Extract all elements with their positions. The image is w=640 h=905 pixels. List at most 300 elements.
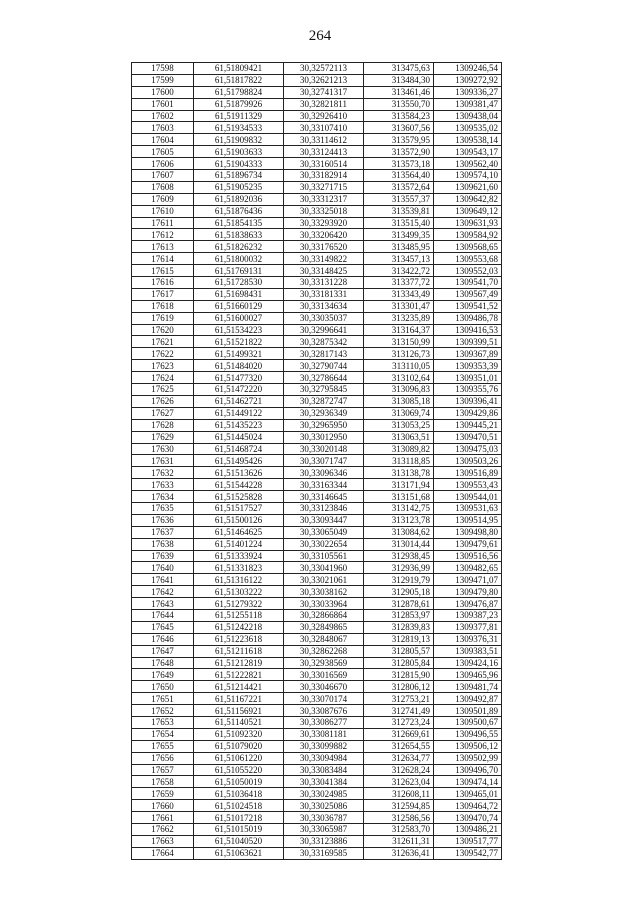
point-number-cell: 17662 <box>132 824 194 836</box>
point-number-cell: 17645 <box>132 621 194 633</box>
longitude-cell: 30,32938569 <box>284 657 364 669</box>
y-coordinate-cell: 1309552,03 <box>434 265 502 277</box>
table-row <box>132 562 502 574</box>
y-coordinate-cell: 1309542,77 <box>434 847 502 859</box>
latitude-cell: 61,51331823 <box>194 562 284 574</box>
point-number-cell: 17626 <box>132 395 194 407</box>
table-row <box>132 621 502 633</box>
longitude-cell: 30,33041384 <box>284 776 364 788</box>
latitude-cell: 61,51896734 <box>194 170 284 182</box>
x-coordinate-cell: 313089,82 <box>364 443 434 455</box>
point-number-cell: 17640 <box>132 562 194 574</box>
point-number-cell: 17660 <box>132 800 194 812</box>
y-coordinate-cell: 1309476,87 <box>434 598 502 610</box>
point-number-cell: 17659 <box>132 788 194 800</box>
latitude-cell: 61,51521822 <box>194 336 284 348</box>
longitude-cell: 30,33105561 <box>284 550 364 562</box>
x-coordinate-cell: 313564,40 <box>364 170 434 182</box>
longitude-cell: 30,32817143 <box>284 348 364 360</box>
x-coordinate-cell: 313422,72 <box>364 265 434 277</box>
longitude-cell: 30,33293920 <box>284 217 364 229</box>
y-coordinate-cell: 1309396,41 <box>434 395 502 407</box>
latitude-cell: 61,51879926 <box>194 98 284 110</box>
latitude-cell: 61,51525828 <box>194 491 284 503</box>
table-row <box>132 455 502 467</box>
latitude-cell: 61,51484020 <box>194 360 284 372</box>
longitude-cell: 30,33065987 <box>284 824 364 836</box>
latitude-cell: 61,51600027 <box>194 312 284 324</box>
y-coordinate-cell: 1309514,95 <box>434 514 502 526</box>
y-coordinate-cell: 1309470,51 <box>434 431 502 443</box>
latitude-cell: 61,51445024 <box>194 431 284 443</box>
point-number-cell: 17614 <box>132 253 194 265</box>
y-coordinate-cell: 1309429,86 <box>434 407 502 419</box>
point-number-cell: 17661 <box>132 812 194 824</box>
y-coordinate-cell: 1309541,52 <box>434 300 502 312</box>
table-row <box>132 598 502 610</box>
longitude-cell: 30,33012950 <box>284 431 364 443</box>
y-coordinate-cell: 1309479,61 <box>434 538 502 550</box>
latitude-cell: 61,51017218 <box>194 812 284 824</box>
table-row <box>132 158 502 170</box>
latitude-cell: 61,51809421 <box>194 63 284 75</box>
longitude-cell: 30,32786644 <box>284 372 364 384</box>
y-coordinate-cell: 1309649,12 <box>434 205 502 217</box>
table-row <box>132 740 502 752</box>
point-number-cell: 17657 <box>132 764 194 776</box>
longitude-cell: 30,33094984 <box>284 752 364 764</box>
x-coordinate-cell: 313110,05 <box>364 360 434 372</box>
table-row <box>132 122 502 134</box>
latitude-cell: 61,51462721 <box>194 395 284 407</box>
table-row <box>132 300 502 312</box>
longitude-cell: 30,33016569 <box>284 669 364 681</box>
x-coordinate-cell: 312636,41 <box>364 847 434 859</box>
latitude-cell: 61,51876436 <box>194 205 284 217</box>
x-coordinate-cell: 313550,70 <box>364 98 434 110</box>
x-coordinate-cell: 313499,35 <box>364 229 434 241</box>
longitude-cell: 30,33070174 <box>284 693 364 705</box>
longitude-cell: 30,33065049 <box>284 526 364 538</box>
latitude-cell: 61,51061220 <box>194 752 284 764</box>
table-row <box>132 324 502 336</box>
x-coordinate-cell: 313171,94 <box>364 479 434 491</box>
table-row <box>132 110 502 122</box>
longitude-cell: 30,33134634 <box>284 300 364 312</box>
x-coordinate-cell: 312583,70 <box>364 824 434 836</box>
latitude-cell: 61,51909832 <box>194 134 284 146</box>
point-number-cell: 17620 <box>132 324 194 336</box>
table-row <box>132 419 502 431</box>
y-coordinate-cell: 1309553,43 <box>434 479 502 491</box>
table-row <box>132 812 502 824</box>
latitude-cell: 61,51255118 <box>194 609 284 621</box>
latitude-cell: 61,51223618 <box>194 633 284 645</box>
x-coordinate-cell: 313126,73 <box>364 348 434 360</box>
x-coordinate-cell: 313485,95 <box>364 241 434 253</box>
y-coordinate-cell: 1309367,89 <box>434 348 502 360</box>
y-coordinate-cell: 1309470,74 <box>434 812 502 824</box>
x-coordinate-cell: 312586,56 <box>364 812 434 824</box>
point-number-cell: 17629 <box>132 431 194 443</box>
latitude-cell: 61,51156921 <box>194 705 284 717</box>
y-coordinate-cell: 1309475,03 <box>434 443 502 455</box>
longitude-cell: 30,33024985 <box>284 788 364 800</box>
table-row <box>132 693 502 705</box>
y-coordinate-cell: 1309424,16 <box>434 657 502 669</box>
y-coordinate-cell: 1309503,26 <box>434 455 502 467</box>
table-row <box>132 716 502 728</box>
longitude-cell: 30,33083484 <box>284 764 364 776</box>
point-number-cell: 17606 <box>132 158 194 170</box>
x-coordinate-cell: 312936,99 <box>364 562 434 574</box>
point-number-cell: 17655 <box>132 740 194 752</box>
x-coordinate-cell: 313573,18 <box>364 158 434 170</box>
coordinates-table <box>131 62 502 860</box>
table-row <box>132 277 502 289</box>
point-number-cell: 17637 <box>132 526 194 538</box>
point-number-cell: 17635 <box>132 502 194 514</box>
latitude-cell: 61,51495426 <box>194 455 284 467</box>
y-coordinate-cell: 1309574,10 <box>434 170 502 182</box>
longitude-cell: 30,33033964 <box>284 598 364 610</box>
table-row <box>132 443 502 455</box>
table-row <box>132 574 502 586</box>
y-coordinate-cell: 1309416,53 <box>434 324 502 336</box>
y-coordinate-cell: 1309486,21 <box>434 824 502 836</box>
longitude-cell: 30,33163344 <box>284 479 364 491</box>
x-coordinate-cell: 312805,84 <box>364 657 434 669</box>
x-coordinate-cell: 313579,95 <box>364 134 434 146</box>
x-coordinate-cell: 313142,75 <box>364 502 434 514</box>
latitude-cell: 61,51468724 <box>194 443 284 455</box>
table-row <box>132 229 502 241</box>
y-coordinate-cell: 1309516,56 <box>434 550 502 562</box>
table-row <box>132 134 502 146</box>
latitude-cell: 61,51472220 <box>194 384 284 396</box>
point-number-cell: 17632 <box>132 467 194 479</box>
x-coordinate-cell: 313235,89 <box>364 312 434 324</box>
x-coordinate-cell: 312815,90 <box>364 669 434 681</box>
point-number-cell: 17639 <box>132 550 194 562</box>
latitude-cell: 61,51050019 <box>194 776 284 788</box>
table-row <box>132 633 502 645</box>
point-number-cell: 17616 <box>132 277 194 289</box>
x-coordinate-cell: 312611,31 <box>364 835 434 847</box>
point-number-cell: 17598 <box>132 63 194 75</box>
point-number-cell: 17654 <box>132 728 194 740</box>
latitude-cell: 61,51660129 <box>194 300 284 312</box>
longitude-cell: 30,32866864 <box>284 609 364 621</box>
table-row <box>132 491 502 503</box>
x-coordinate-cell: 312805,57 <box>364 645 434 657</box>
longitude-cell: 30,33325018 <box>284 205 364 217</box>
x-coordinate-cell: 313607,56 <box>364 122 434 134</box>
latitude-cell: 61,51934533 <box>194 122 284 134</box>
x-coordinate-cell: 313539,81 <box>364 205 434 217</box>
latitude-cell: 61,51242218 <box>194 621 284 633</box>
longitude-cell: 30,32741317 <box>284 86 364 98</box>
longitude-cell: 30,33124413 <box>284 146 364 158</box>
point-number-cell: 17611 <box>132 217 194 229</box>
longitude-cell: 30,32965950 <box>284 419 364 431</box>
y-coordinate-cell: 1309502,99 <box>434 752 502 764</box>
y-coordinate-cell: 1309553,68 <box>434 253 502 265</box>
y-coordinate-cell: 1309383,51 <box>434 645 502 657</box>
longitude-cell: 30,33071747 <box>284 455 364 467</box>
longitude-cell: 30,32862268 <box>284 645 364 657</box>
x-coordinate-cell: 313343,49 <box>364 288 434 300</box>
latitude-cell: 61,51464625 <box>194 526 284 538</box>
point-number-cell: 17622 <box>132 348 194 360</box>
table-row <box>132 205 502 217</box>
longitude-cell: 30,33123886 <box>284 835 364 847</box>
table-row <box>132 63 502 75</box>
y-coordinate-cell: 1309544,01 <box>434 491 502 503</box>
longitude-cell: 30,33081181 <box>284 728 364 740</box>
x-coordinate-cell: 312806,12 <box>364 681 434 693</box>
table-row <box>132 526 502 538</box>
y-coordinate-cell: 1309538,14 <box>434 134 502 146</box>
latitude-cell: 61,51798824 <box>194 86 284 98</box>
x-coordinate-cell: 312853,97 <box>364 609 434 621</box>
x-coordinate-cell: 313457,13 <box>364 253 434 265</box>
latitude-cell: 61,51517527 <box>194 502 284 514</box>
point-number-cell: 17643 <box>132 598 194 610</box>
table-row <box>132 764 502 776</box>
latitude-cell: 61,51800032 <box>194 253 284 265</box>
table-row <box>132 467 502 479</box>
y-coordinate-cell: 1309399,51 <box>434 336 502 348</box>
latitude-cell: 61,51040520 <box>194 835 284 847</box>
table-row <box>132 657 502 669</box>
x-coordinate-cell: 312608,11 <box>364 788 434 800</box>
point-number-cell: 17617 <box>132 288 194 300</box>
y-coordinate-cell: 1309272,92 <box>434 74 502 86</box>
table-row <box>132 800 502 812</box>
longitude-cell: 30,32872747 <box>284 395 364 407</box>
y-coordinate-cell: 1309541,70 <box>434 277 502 289</box>
y-coordinate-cell: 1309474,14 <box>434 776 502 788</box>
longitude-cell: 30,33149822 <box>284 253 364 265</box>
y-coordinate-cell: 1309517,77 <box>434 835 502 847</box>
x-coordinate-cell: 313138,78 <box>364 467 434 479</box>
x-coordinate-cell: 313102,64 <box>364 372 434 384</box>
longitude-cell: 30,33169585 <box>284 847 364 859</box>
latitude-cell: 61,51211618 <box>194 645 284 657</box>
point-number-cell: 17613 <box>132 241 194 253</box>
x-coordinate-cell: 312753,21 <box>364 693 434 705</box>
x-coordinate-cell: 313053,25 <box>364 419 434 431</box>
point-number-cell: 17625 <box>132 384 194 396</box>
point-number-cell: 17648 <box>132 657 194 669</box>
point-number-cell: 17658 <box>132 776 194 788</box>
y-coordinate-cell: 1309535,02 <box>434 122 502 134</box>
x-coordinate-cell: 312669,61 <box>364 728 434 740</box>
longitude-cell: 30,32926410 <box>284 110 364 122</box>
x-coordinate-cell: 313069,74 <box>364 407 434 419</box>
longitude-cell: 30,33096346 <box>284 467 364 479</box>
point-number-cell: 17601 <box>132 98 194 110</box>
longitude-cell: 30,32795845 <box>284 384 364 396</box>
longitude-cell: 30,32821811 <box>284 98 364 110</box>
x-coordinate-cell: 312741,49 <box>364 705 434 717</box>
point-number-cell: 17615 <box>132 265 194 277</box>
latitude-cell: 61,51303222 <box>194 586 284 598</box>
y-coordinate-cell: 1309584,92 <box>434 229 502 241</box>
table-row <box>132 360 502 372</box>
table-row <box>132 776 502 788</box>
table-row <box>132 86 502 98</box>
x-coordinate-cell: 313123,78 <box>364 514 434 526</box>
table-row <box>132 502 502 514</box>
point-number-cell: 17600 <box>132 86 194 98</box>
latitude-cell: 61,51905235 <box>194 181 284 193</box>
latitude-cell: 61,51140521 <box>194 716 284 728</box>
point-number-cell: 17618 <box>132 300 194 312</box>
y-coordinate-cell: 1309500,67 <box>434 716 502 728</box>
longitude-cell: 30,33086277 <box>284 716 364 728</box>
y-coordinate-cell: 1309486,78 <box>434 312 502 324</box>
latitude-cell: 61,51500126 <box>194 514 284 526</box>
point-number-cell: 17636 <box>132 514 194 526</box>
point-number-cell: 17621 <box>132 336 194 348</box>
point-number-cell: 17644 <box>132 609 194 621</box>
table-row <box>132 265 502 277</box>
y-coordinate-cell: 1309562,40 <box>434 158 502 170</box>
x-coordinate-cell: 313084,62 <box>364 526 434 538</box>
longitude-cell: 30,33035037 <box>284 312 364 324</box>
x-coordinate-cell: 313151,68 <box>364 491 434 503</box>
x-coordinate-cell: 312723,24 <box>364 716 434 728</box>
longitude-cell: 30,33020148 <box>284 443 364 455</box>
y-coordinate-cell: 1309501,89 <box>434 705 502 717</box>
longitude-cell: 30,33181331 <box>284 288 364 300</box>
table-row <box>132 253 502 265</box>
point-number-cell: 17627 <box>132 407 194 419</box>
latitude-cell: 61,51214421 <box>194 681 284 693</box>
point-number-cell: 17612 <box>132 229 194 241</box>
y-coordinate-cell: 1309355,76 <box>434 384 502 396</box>
point-number-cell: 17664 <box>132 847 194 859</box>
latitude-cell: 61,51015019 <box>194 824 284 836</box>
table-row <box>132 645 502 657</box>
table-row <box>132 514 502 526</box>
point-number-cell: 17619 <box>132 312 194 324</box>
point-number-cell: 17633 <box>132 479 194 491</box>
latitude-cell: 61,51854135 <box>194 217 284 229</box>
y-coordinate-cell: 1309631,93 <box>434 217 502 229</box>
latitude-cell: 61,51904333 <box>194 158 284 170</box>
table-row <box>132 98 502 110</box>
table-row <box>132 146 502 158</box>
latitude-cell: 61,51769131 <box>194 265 284 277</box>
longitude-cell: 30,33271715 <box>284 181 364 193</box>
y-coordinate-cell: 1309464,72 <box>434 800 502 812</box>
point-number-cell: 17634 <box>132 491 194 503</box>
y-coordinate-cell: 1309336,27 <box>434 86 502 98</box>
point-number-cell: 17638 <box>132 538 194 550</box>
table-row <box>132 788 502 800</box>
longitude-cell: 30,33036787 <box>284 812 364 824</box>
longitude-cell: 30,32848067 <box>284 633 364 645</box>
latitude-cell: 61,51903633 <box>194 146 284 158</box>
table-row <box>132 395 502 407</box>
table-row <box>132 288 502 300</box>
y-coordinate-cell: 1309465,96 <box>434 669 502 681</box>
latitude-cell: 61,51036418 <box>194 788 284 800</box>
latitude-cell: 61,51212819 <box>194 657 284 669</box>
point-number-cell: 17624 <box>132 372 194 384</box>
point-number-cell: 17608 <box>132 181 194 193</box>
latitude-cell: 61,51698431 <box>194 288 284 300</box>
point-number-cell: 17649 <box>132 669 194 681</box>
latitude-cell: 61,51333924 <box>194 550 284 562</box>
table-row <box>132 586 502 598</box>
longitude-cell: 30,32790744 <box>284 360 364 372</box>
latitude-cell: 61,51063621 <box>194 847 284 859</box>
point-number-cell: 17628 <box>132 419 194 431</box>
x-coordinate-cell: 313377,72 <box>364 277 434 289</box>
y-coordinate-cell: 1309621,60 <box>434 181 502 193</box>
longitude-cell: 30,33206420 <box>284 229 364 241</box>
x-coordinate-cell: 313301,47 <box>364 300 434 312</box>
y-coordinate-cell: 1309543,17 <box>434 146 502 158</box>
table-row <box>132 847 502 859</box>
x-coordinate-cell: 312634,77 <box>364 752 434 764</box>
longitude-cell: 30,33041960 <box>284 562 364 574</box>
longitude-cell: 30,33025086 <box>284 800 364 812</box>
point-number-cell: 17609 <box>132 193 194 205</box>
point-number-cell: 17599 <box>132 74 194 86</box>
table-row <box>132 752 502 764</box>
longitude-cell: 30,33046670 <box>284 681 364 693</box>
table-row <box>132 705 502 717</box>
y-coordinate-cell: 1309246,54 <box>434 63 502 75</box>
table-row <box>132 538 502 550</box>
table-row <box>132 384 502 396</box>
table-row <box>132 431 502 443</box>
page-number: 264 <box>308 28 332 44</box>
x-coordinate-cell: 312623,04 <box>364 776 434 788</box>
latitude-cell: 61,51167221 <box>194 693 284 705</box>
table-row <box>132 193 502 205</box>
longitude-cell: 30,33093447 <box>284 514 364 526</box>
x-coordinate-cell: 313572,64 <box>364 181 434 193</box>
x-coordinate-cell: 312594,85 <box>364 800 434 812</box>
y-coordinate-cell: 1309353,39 <box>434 360 502 372</box>
point-number-cell: 17623 <box>132 360 194 372</box>
longitude-cell: 30,33038162 <box>284 586 364 598</box>
x-coordinate-cell: 313484,30 <box>364 74 434 86</box>
table-row <box>132 74 502 86</box>
latitude-cell: 61,51817822 <box>194 74 284 86</box>
x-coordinate-cell: 313014,44 <box>364 538 434 550</box>
x-coordinate-cell: 313164,37 <box>364 324 434 336</box>
x-coordinate-cell: 312905,18 <box>364 586 434 598</box>
point-number-cell: 17653 <box>132 716 194 728</box>
latitude-cell: 61,51728530 <box>194 277 284 289</box>
longitude-cell: 30,32849865 <box>284 621 364 633</box>
longitude-cell: 30,33021061 <box>284 574 364 586</box>
x-coordinate-cell: 313557,37 <box>364 193 434 205</box>
table-row <box>132 550 502 562</box>
latitude-cell: 61,51499321 <box>194 348 284 360</box>
point-number-cell: 17652 <box>132 705 194 717</box>
latitude-cell: 61,51449122 <box>194 407 284 419</box>
table-row <box>132 407 502 419</box>
y-coordinate-cell: 1309377,81 <box>434 621 502 633</box>
